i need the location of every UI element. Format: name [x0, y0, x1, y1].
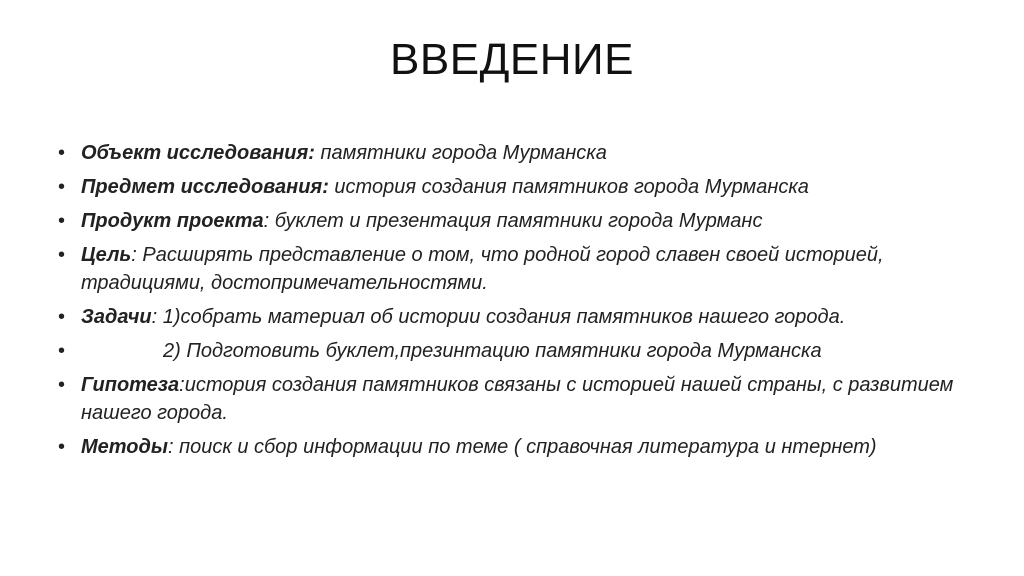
bullet-marker: • [58, 374, 66, 396]
bullet-marker: • [58, 142, 66, 164]
item-text: : Расширять представление о том, что родной город славен своей историей, традициями, достопримечательностями. [81, 244, 884, 294]
bullet-marker: • [58, 210, 66, 232]
list-item-task-two [58, 337, 978, 365]
list-item-object [58, 139, 978, 167]
item-label: Предмет исследования: [81, 176, 329, 198]
list-item-tasks [58, 303, 978, 331]
item-label: Объект исследования: [81, 142, 315, 164]
item-label: Цель [81, 244, 132, 266]
item-label: Гипотеза [81, 374, 180, 396]
bullet-marker: • [58, 176, 66, 198]
item-text: : 1)собрать материал об истории создания памятников нашего города. [151, 306, 846, 328]
item-text: памятники города Мурманска [314, 142, 607, 164]
item-label: Задачи [81, 306, 152, 328]
list-item-hypothesis [58, 371, 978, 427]
list-item-goal [58, 241, 978, 297]
list-item-subject [58, 173, 978, 201]
list-item-product [58, 207, 978, 235]
item-label: Продукт проекта [81, 210, 264, 232]
item-text: :история создания памятников связаны с историей нашей страны, с развитием нашего города. [81, 374, 954, 424]
item-text: : поиск и сбор информации по теме ( справочная литература и нтернет) [167, 436, 877, 458]
item-text: 2) Подготовить буклет,презинтацию памятники города Мурманска [163, 340, 822, 362]
item-label: Методы [81, 436, 168, 458]
item-text: : буклет и презентация памятники города Мурманс [263, 210, 763, 232]
slide-title: ВВЕДЕНИЕ [390, 35, 634, 84]
bullet-marker: • [58, 306, 66, 328]
bullet-list [58, 139, 978, 467]
bullet-marker: • [58, 340, 66, 362]
list-item-methods [58, 433, 978, 461]
item-text: история создания памятников города Мурманска [328, 176, 809, 198]
bullet-marker: • [58, 244, 66, 266]
bullet-marker: • [58, 436, 66, 458]
